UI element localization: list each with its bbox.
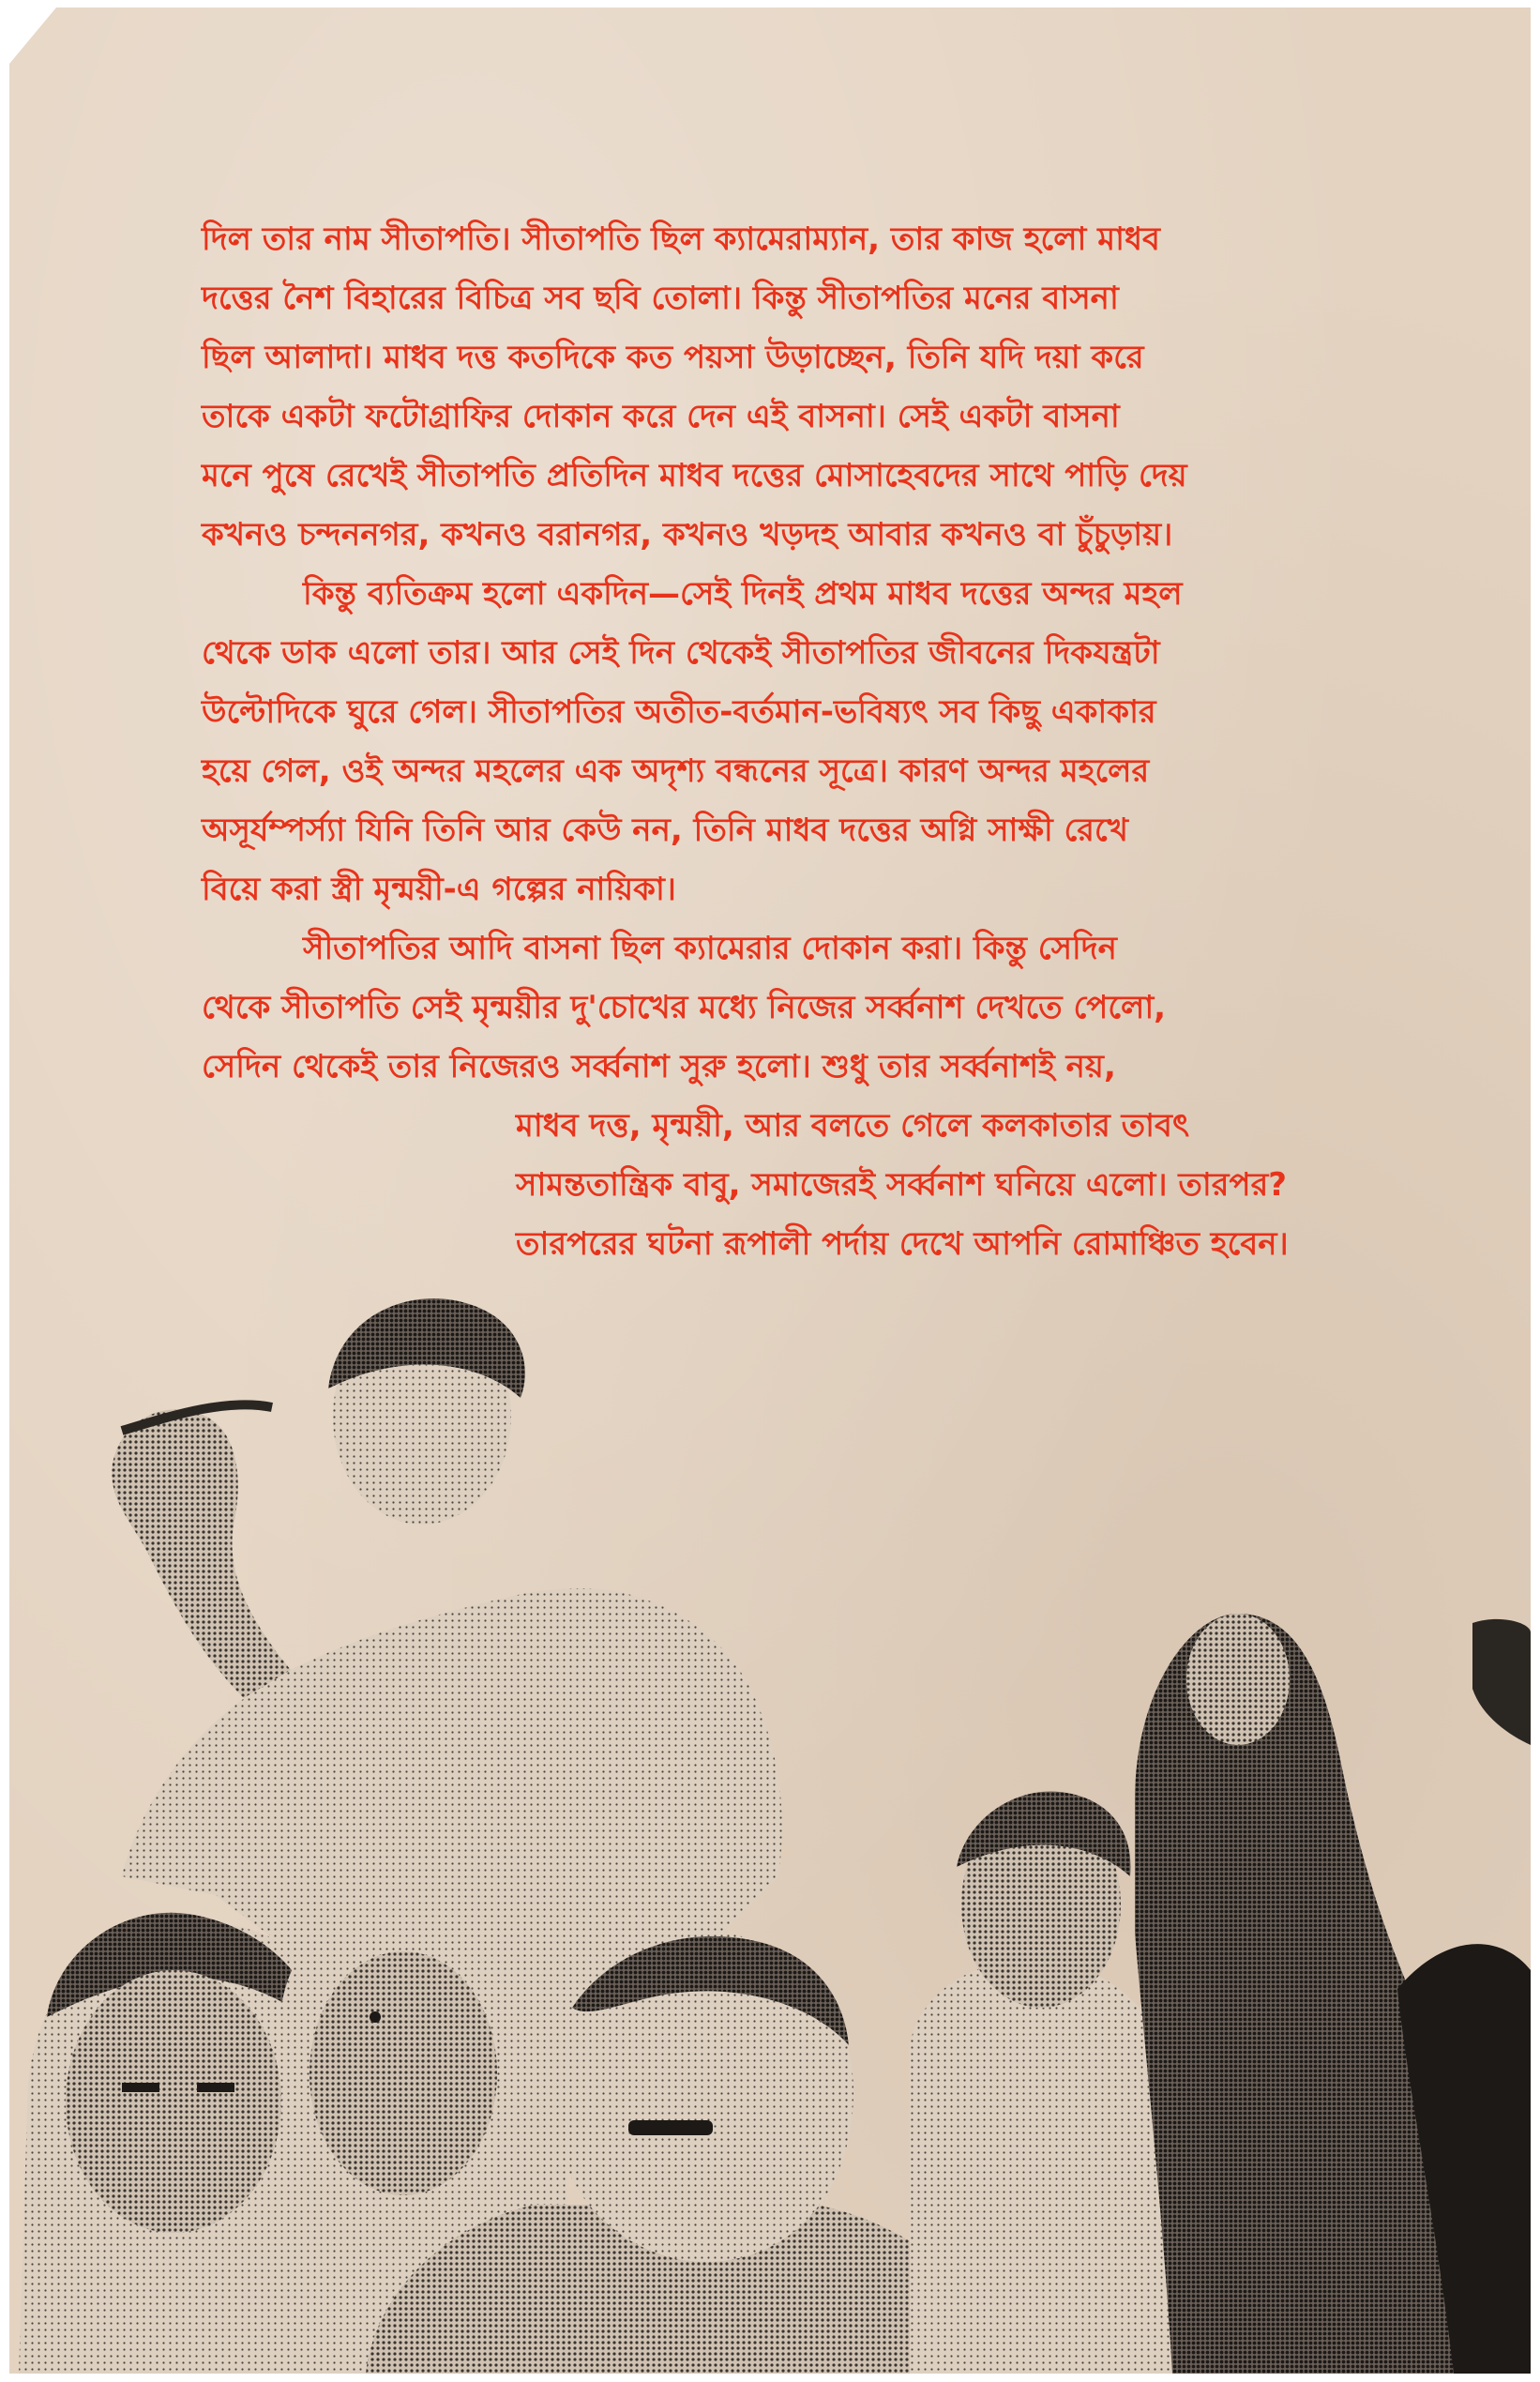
story-line: উল্টোদিকে ঘুরে গেল। সীতাপতির অতীত-বর্তমান-ভবিষ্যৎ সব কিছু একাকার <box>202 693 1156 731</box>
film-stills-collage <box>9 1276 1531 2374</box>
story-line: দত্তের নৈশ বিহারের বিচিত্র সব ছবি তোলা। কিন্তু সীতাপতির মনের বাসনা <box>202 280 1119 317</box>
story-line: বিয়ে করা স্ত্রী মৃন্ময়ী-এ গল্পের নায়িকা। <box>202 871 676 908</box>
story-line: সেদিন থেকেই তার নিজেরও সর্ব্বনাশ সুরু হলো। শুধু তার সর্ব্বনাশই নয়, <box>202 1048 1116 1085</box>
story-line: তারপরের ঘটনা রূপালী পর্দায় দেখে আপনি রোমাঞ্চিত হবেন। <box>516 1225 1289 1263</box>
story-line: ছিল আলাদা। মাধব দত্ত কতদিকে কত পয়সা উড়াচ্ছেন, তিনি যদি দয়া করে <box>202 339 1144 376</box>
story-line: দিল তার নাম সীতাপতি। সীতাপতি ছিল ক্যামেরাম্যান, তার কাজ হলো মাধব <box>202 220 1160 258</box>
story-line: হয়ে গেল, ওই অন্দর মহলের এক অদৃশ্য বন্ধনের সূত্রে। কারণ অন্দর মহলের <box>202 752 1150 790</box>
story-line: কখনও চন্দননগর, কখনও বরানগর, কখনও খড়দহ আবার কখনও বা চুঁচুড়ায়। <box>202 516 1173 554</box>
story-line: সামন্ততান্ত্রিক বাবু, সমাজেরই সর্ব্বনাশ ঘনিয়ে এলো। তারপর? <box>516 1166 1287 1204</box>
story-line: অসূর্যম্পর্স্যা যিনি তিনি আর কেউ নন, তিনি মাধব দত্তের অগ্নি সাক্ষী রেখে <box>202 812 1128 849</box>
story-line: সীতাপতির আদি বাসনা ছিল ক্যামেরার দোকান করা। কিন্তু সেদিন <box>303 930 1117 967</box>
story-line: তাকে একটা ফটোগ্রাফির দোকান করে দেন এই বাসনা। সেই একটা বাসনা <box>202 398 1120 435</box>
film-stills-illustration <box>9 1276 1531 2374</box>
story-line: মনে পুষে রেখেই সীতাপতি প্রতিদিন মাধব দত্তের মোসাহেবদের সাথে পাড়ি দেয় <box>202 457 1187 494</box>
woman-saree-figure <box>1135 1614 1531 2374</box>
story-line: থেকে ডাক এলো তার। আর সেই দিন থেকেই সীতাপতির জীবনের দিকযন্ত্রটা <box>202 634 1160 672</box>
story-line: কিন্তু ব্যতিক্রম হলো একদিন—সেই দিনই প্রথম মাধব দত্তের অন্দর মহল <box>303 575 1183 613</box>
story-line: থেকে সীতাপতি সেই মৃন্ময়ীর দু'চোখের মধ্যে নিজের সর্ব্বনাশ দেখতে পেলো, <box>202 989 1167 1026</box>
story-line: মাধব দত্ত, মৃন্ময়ী, আর বলতে গেলে কলকাতার তাবৎ <box>516 1107 1190 1145</box>
